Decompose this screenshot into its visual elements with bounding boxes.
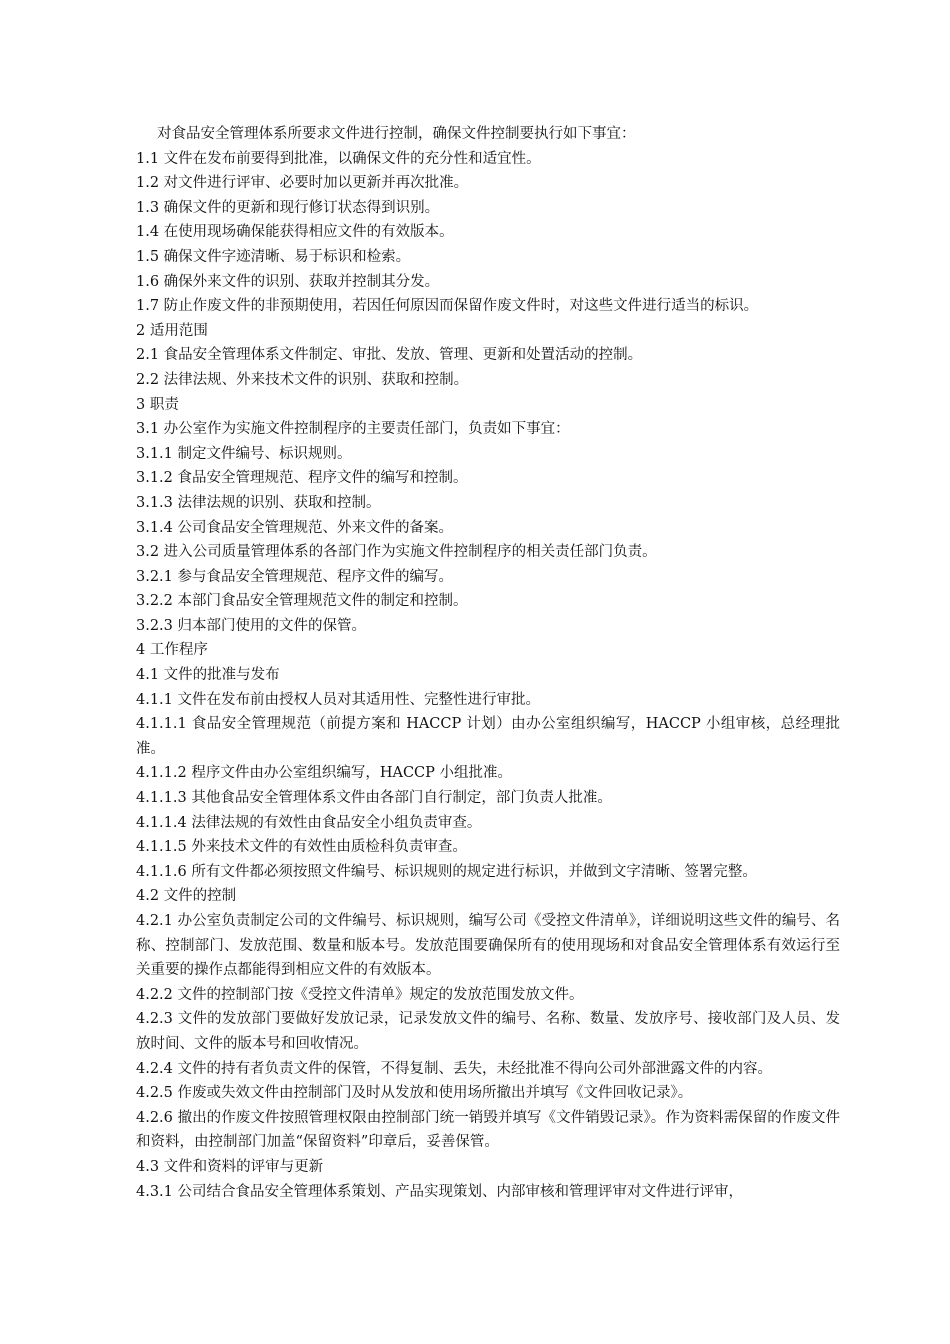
- document-paragraph: 3.1.4 公司食品安全管理规范、外来文件的备案。: [136, 519, 454, 536]
- document-paragraph: 4.1.1.6 所有文件都必须按照文件编号、标识规则的规定进行标识，并做到文字清晰、签署完整。: [136, 863, 757, 880]
- document-paragraph: 1.6 确保外来文件的识别、获取并控制其分发。: [136, 273, 440, 290]
- document-paragraph: 4.1.1.3 其他食品安全管理体系文件由各部门自行制定，部门负责人批准。: [136, 790, 612, 807]
- document-paragraph: 1.4 在使用现场确保能获得相应文件的有效版本。: [136, 224, 454, 241]
- document-paragraph: 4.2.3 文件的发放部门要做好发放记录，记录发放文件的编号、名称、数量、发放序号、接收部门及人员、发放时间、文件的版本号和回收情况。: [136, 1011, 840, 1052]
- document-paragraph: 对食品安全管理体系所要求文件进行控制，确保文件控制要执行如下事宜：: [157, 126, 636, 142]
- document-paragraph: 3.1.3 法律法规的识别、获取和控制。: [136, 494, 381, 511]
- document-body: [136, 122, 840, 1204]
- document-paragraph: 3.2.1 参与食品安全管理规范、程序文件的编写。: [136, 568, 454, 585]
- document-paragraph: 4.2.6 撤出的作废文件按照管理权限由控制部门统一销毁并填写《文件销毁记录》。作为资料需保留的作废文件和资料，由控制部门加盖“保留资料”印章后，妥善保管。: [136, 1109, 840, 1151]
- document-paragraph: 2.1 食品安全管理体系文件制定、审批、发放、管理、更新和处置活动的控制。: [136, 347, 643, 364]
- document-paragraph: 4 工作程序: [136, 642, 208, 659]
- document-paragraph: 3.1.1 制定文件编号、标识规则。: [136, 445, 352, 462]
- document-paragraph: 1.2 对文件进行评审、必要时加以更新并再次批准。: [136, 175, 469, 192]
- document-paragraph: 4.1.1.1 食品安全管理规范（前提方案和 HACCP 计划）由办公室组织编写，HACCP 小组审核，总经理批准。: [136, 716, 840, 757]
- document-paragraph: 4.2.4 文件的持有者负责文件的保管，不得复制、丢失，未经批准不得向公司外部泄露文件的内容。: [136, 1060, 772, 1077]
- document-paragraph: 4.3.1 公司结合食品安全管理体系策划、产品实现策划、内部审核和管理评审对文件进行评审，: [136, 1183, 743, 1200]
- document-paragraph: 4.2.5 作废或失效文件由控制部门及时从发放和使用场所撤出并填写《文件回收记录》。: [136, 1085, 693, 1102]
- document-paragraph: 1.7 防止作废文件的非预期使用，若因任何原因而保留作废文件时，对这些文件进行适当的标识。: [136, 298, 759, 315]
- document-paragraph: 4.1.1.4 法律法规的有效性由食品安全小组负责审查。: [136, 814, 482, 831]
- document-paragraph: 3.1 办公室作为实施文件控制程序的主要责任部门，负责如下事宜：: [136, 421, 570, 438]
- document-paragraph: 3.1.2 食品安全管理规范、程序文件的编写和控制。: [136, 470, 468, 487]
- document-paragraph: 3.2.3 归本部门使用的文件的保管。: [136, 617, 367, 634]
- document-paragraph: 4.1.1.5 外来技术文件的有效性由质检科负责审查。: [136, 839, 467, 856]
- document-paragraph: 4.2.2 文件的控制部门按《受控文件清单》规定的发放范围发放文件。: [136, 986, 584, 1003]
- document-paragraph: 4.3 文件和资料的评审与更新: [136, 1158, 324, 1175]
- document-paragraph: 3.2 进入公司质量管理体系的各部门作为实施文件控制程序的相关责任部门负责。: [136, 544, 657, 561]
- document-paragraph: 3 职责: [136, 396, 179, 413]
- document-paragraph: 4.1.1 文件在发布前由授权人员对其适用性、完整性进行审批。: [136, 691, 541, 708]
- document-paragraph: 2 适用范围: [136, 322, 208, 339]
- document-paragraph: 4.2 文件的控制: [136, 888, 237, 905]
- document-paragraph: 4.1 文件的批准与发布: [136, 667, 280, 684]
- document-paragraph: 2.2 法律法规、外来技术文件的识别、获取和控制。: [136, 371, 469, 388]
- document-paragraph: 1.3 确保文件的更新和现行修订状态得到识别。: [136, 199, 440, 216]
- document-paragraph: 3.2.2 本部门食品安全管理规范文件的制定和控制。: [136, 593, 468, 610]
- document-paragraph: 1.5 确保文件字迹清晰、易于标识和检索。: [136, 248, 411, 265]
- document-paragraph: 4.2.1 办公室负责制定公司的文件编号、标识规则，编写公司《受控文件清单》，详细说明这些文件的编号、名称、控制部门、发放范围、数量和版本号。发放范围要确保所有的使用现场和对食品安全管理体系有效运行至关重要的操作点都能得到相应文件的有效版本。: [136, 913, 840, 979]
- document-paragraph: 4.1.1.2 程序文件由办公室组织编写，HACCP 小组批准。: [136, 765, 513, 782]
- document-paragraph: 1.1 文件在发布前要得到批准，以确保文件的充分性和适宜性。: [136, 150, 541, 167]
